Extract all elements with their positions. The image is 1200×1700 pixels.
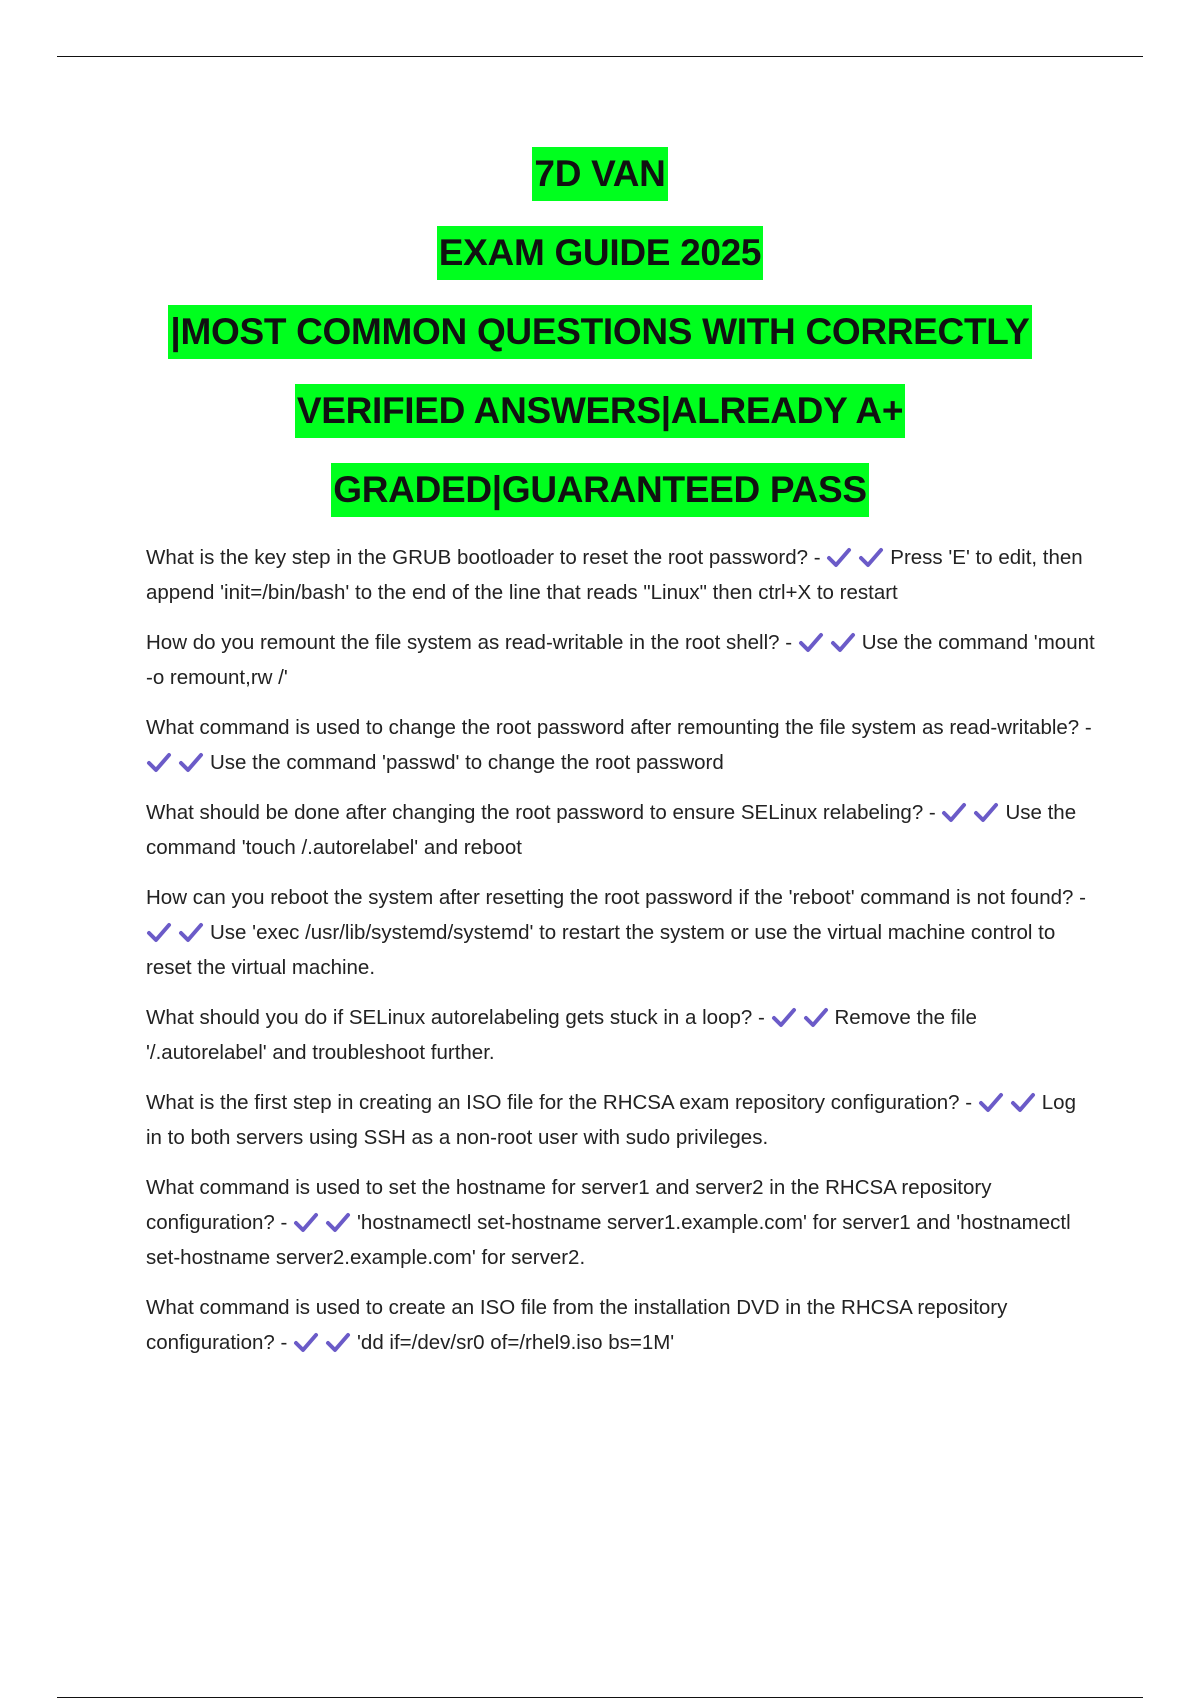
qa-item: [146, 625, 1096, 695]
title-line-text: |MOST COMMON QUESTIONS WITH CORRECTLY: [168, 305, 1031, 359]
check-icon: [973, 801, 999, 823]
qa-list: [146, 540, 1096, 1375]
separator: -: [808, 546, 827, 569]
separator: -: [752, 1006, 771, 1029]
qa-item: [146, 1000, 1096, 1070]
separator: -: [1079, 716, 1092, 739]
question-text: How can you reboot the system after resetting the root password if the 'reboot' command is not found?: [146, 886, 1074, 909]
separator: -: [779, 631, 798, 654]
title-line: [0, 300, 1200, 379]
check-icon: [178, 921, 204, 943]
check-icon: [830, 631, 856, 653]
qa-item: [146, 710, 1096, 780]
title-line: [0, 379, 1200, 458]
answer-text: Use the command 'mount -o remount,rw /': [146, 631, 1095, 689]
qa-item: [146, 795, 1096, 865]
question-text: What command is used to set the hostname for server1 and server2 in the RHCSA repository configuration?: [146, 1176, 992, 1234]
check-icon: [1010, 1091, 1036, 1113]
question-text: What is the first step in creating an ISO file for the RHCSA exam repository configuration?: [146, 1091, 960, 1114]
check-icon: [178, 751, 204, 773]
question-text: What should you do if SELinux autorelabeling gets stuck in a loop?: [146, 1006, 753, 1029]
check-icon: [826, 546, 852, 568]
answer-text: Use 'exec /usr/lib/systemd/systemd' to restart the system or use the virtual machine control to reset the virtual machine.: [146, 921, 1056, 979]
separator: -: [959, 1091, 978, 1114]
title-line: [0, 142, 1200, 221]
top-rule: [57, 56, 1143, 57]
check-icon: [978, 1091, 1004, 1113]
answer-text: Log in to both servers using SSH as a non-root user with sudo privileges.: [146, 1091, 1076, 1149]
bottom-rule: [57, 1697, 1143, 1698]
check-icon: [146, 751, 172, 773]
separator: -: [274, 1331, 294, 1354]
separator: -: [1073, 886, 1086, 909]
title-line-text: 7D VAN: [532, 147, 667, 201]
title-line-text: EXAM GUIDE 2025: [437, 226, 763, 280]
check-icon: [325, 1211, 351, 1233]
answer-text: Press 'E' to edit, then append 'init=/bin/bash' to the end of the line that reads "Linux" then ctrl+X to restart: [146, 546, 1083, 604]
question-text: What command is used to change the root password after remounting the file system as read-writable?: [146, 716, 1080, 739]
qa-item: [146, 1170, 1096, 1275]
question-text: What is the key step in the GRUB bootloader to reset the root password?: [146, 546, 809, 569]
check-icon: [146, 921, 172, 943]
check-icon: [771, 1006, 797, 1028]
question-text: What should be done after changing the root password to ensure SELinux relabeling?: [146, 801, 924, 824]
qa-item: [146, 540, 1096, 610]
check-icon: [293, 1211, 319, 1233]
question-text: How do you remount the file system as read-writable in the root shell?: [146, 631, 780, 654]
qa-item: [146, 1290, 1096, 1360]
document-title: [0, 142, 1200, 537]
answer-text: Use the command 'passwd' to change the root password: [210, 751, 724, 774]
qa-item: [146, 1085, 1096, 1155]
separator: -: [923, 801, 942, 824]
question-text: What command is used to create an ISO file from the installation DVD in the RHCSA repository configuration?: [146, 1296, 1008, 1354]
check-icon: [803, 1006, 829, 1028]
check-icon: [798, 631, 824, 653]
separator: -: [274, 1211, 294, 1234]
title-line: [0, 458, 1200, 537]
check-icon: [293, 1331, 319, 1353]
answer-text: 'hostnamectl set-hostname server1.example.com' for server1 and 'hostnamectl set-hostname server2.example.com' for server2.: [146, 1211, 1071, 1269]
title-line-text: VERIFIED ANSWERS|ALREADY A+: [295, 384, 905, 438]
title-line-text: GRADED|GUARANTEED PASS: [331, 463, 868, 517]
title-line: [0, 221, 1200, 300]
qa-item: [146, 880, 1096, 985]
check-icon: [325, 1331, 351, 1353]
check-icon: [858, 546, 884, 568]
answer-text: Remove the file '/.autorelabel' and troubleshoot further.: [146, 1006, 977, 1064]
check-icon: [941, 801, 967, 823]
answer-text: 'dd if=/dev/sr0 of=/rhel9.iso bs=1M': [357, 1331, 675, 1354]
answer-text: Use the command 'touch /.autorelabel' and reboot: [146, 801, 1077, 859]
